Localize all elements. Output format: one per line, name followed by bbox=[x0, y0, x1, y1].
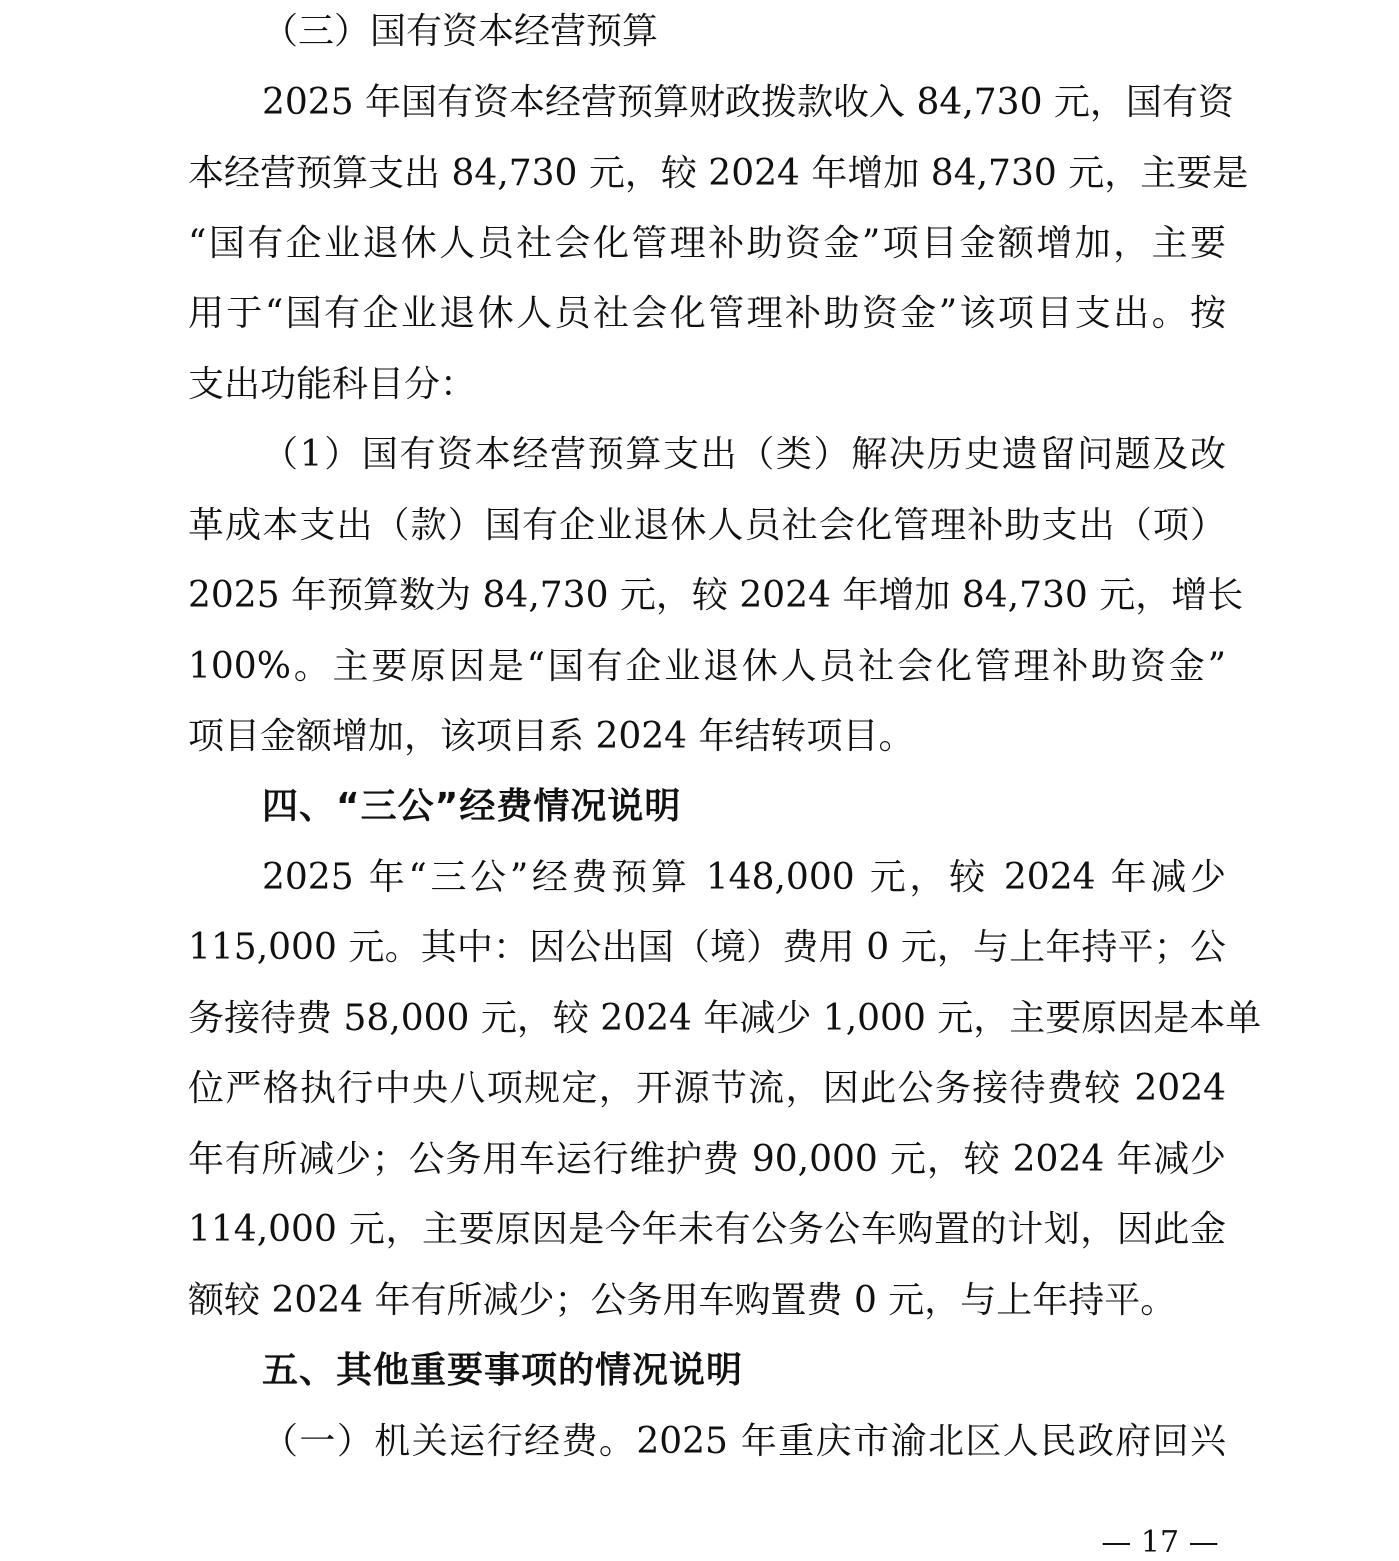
subheading-state-capital-budget: （三）国有资本经营预算 bbox=[262, 11, 659, 52]
paragraph-line: 2025 年国有资本经营预算财政拨款收入 84,730 元，国有资 bbox=[262, 82, 1234, 123]
paragraph-line: 2025 年预算数为 84,730 元，较 2024 年增加 84,730 元，增长 bbox=[188, 575, 1244, 616]
paragraph-line: 2025 年“三公”经费预算 148,000 元，较 2024 年减少 bbox=[262, 857, 1226, 898]
paragraph-line: 项目金额增加，该项目系 2024 年结转项目。 bbox=[188, 716, 915, 757]
paragraph-line: 100%。主要原因是“国有企业退休人员社会化管理补助资金” bbox=[188, 646, 1226, 687]
paragraph-line: （1）国有资本经营预算支出（类）解决历史遗留问题及改 bbox=[262, 434, 1226, 475]
section-heading-other-matters: 五、其他重要事项的情况说明 bbox=[262, 1350, 744, 1391]
paragraph-line: 本经营预算支出 84,730 元，较 2024 年增加 84,730 元，主要是 bbox=[188, 153, 1249, 194]
paragraph-line: “国有企业退休人员社会化管理补助资金”项目金额增加，主要 bbox=[188, 223, 1226, 264]
paragraph-line: 革成本支出（款）国有企业退休人员社会化管理补助支出（项） bbox=[188, 505, 1226, 546]
paragraph-line: 115,000 元。其中：因公出国（境）费用 0 元，与上年持平；公 bbox=[188, 927, 1226, 968]
page-number: — 17 — bbox=[1101, 1525, 1219, 1560]
paragraph-line: 务接待费 58,000 元，较 2024 年减少 1,000 元，主要原因是本单 bbox=[188, 998, 1262, 1039]
paragraph-line: 114,000 元，主要原因是今年未有公务公车购置的计划，因此金 bbox=[188, 1209, 1226, 1250]
paragraph-line: 额较 2024 年有所减少；公务用车购置费 0 元，与上年持平。 bbox=[188, 1280, 1177, 1321]
paragraph-line: 年有所减少；公务用车运行维护费 90,000 元，较 2024 年减少 bbox=[188, 1139, 1226, 1180]
paragraph-line: （一）机关运行经费。2025 年重庆市渝北区人民政府回兴 bbox=[262, 1421, 1226, 1462]
paragraph-line: 支出功能科目分： bbox=[188, 364, 477, 405]
paragraph-line: 用于“国有企业退休人员社会化管理补助资金”该项目支出。按 bbox=[188, 293, 1226, 334]
paragraph-line: 位严格执行中央八项规定，开源节流，因此公务接待费较 2024 bbox=[188, 1068, 1226, 1109]
section-heading-three-public-expenses: 四、“三公”经费情况说明 bbox=[262, 786, 682, 827]
